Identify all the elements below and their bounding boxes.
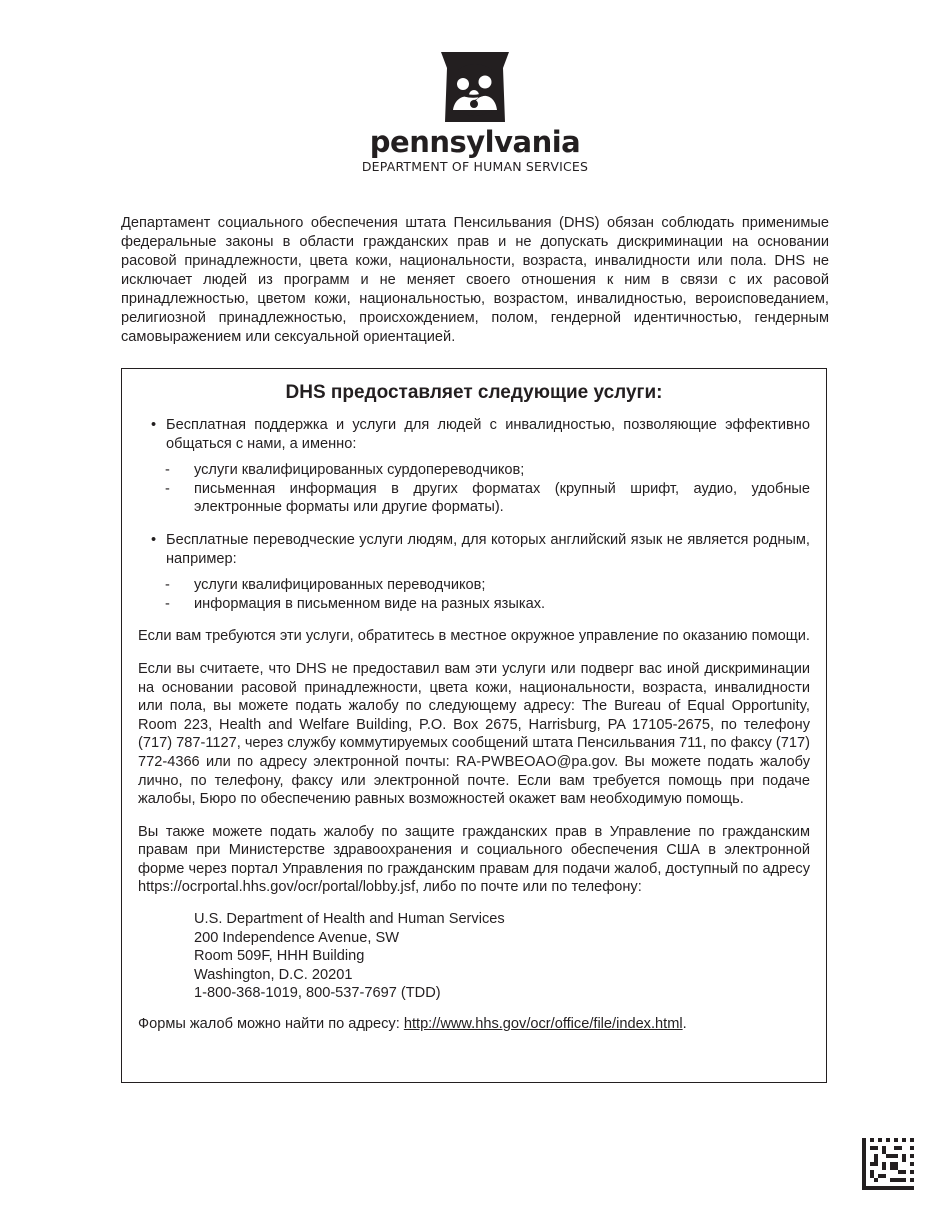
brand-name: pennsylvania	[369, 125, 581, 159]
services-title: DHS предоставляет следующие услуги:	[285, 382, 663, 403]
qr-code	[862, 1138, 914, 1190]
address-line: Washington, D.C. 20201	[194, 966, 353, 983]
address-line: 200 Independence Avenue, SW	[194, 929, 400, 946]
list-item: - информация в письменном виде на разных языках.	[165, 595, 546, 612]
services-box	[121, 368, 827, 1083]
bullet-text: Бесплатная поддержка и услуги для людей с инвалидностью, позволяющие эффективно общаться с нами, а именно:	[166, 417, 810, 452]
hhs-address	[138, 910, 810, 1003]
complaint-paragraph: Если вы считаете, что DHS не предоставил вам эти услуги или подверг вас иной дискриминации на основании расовой принадлежности, цвета кожи, национальности, возраста, инвалидности или пола, вы можете подать жалобу по следующему адресу: The Bureau of Equal Opportunity, Room 223, Health and Welfare Building, P.O. Box 2675, Harrisburg, PA 17105-2675, по телефону (717) 787-1127, через службу коммутируемых сообщений штата Пенсильвания 711, по факсу (717) 772-4366 или по адресу электронной почты: RA-PWBEOAO@pa.gov. Вы можете подать жалобу лично, по телефону, факсу или электронной почте. Если вам требуется помощь при подаче жалобы, Бюро по обеспечению равных возможностей окажет вам необходимую помощь.	[138, 660, 810, 808]
bullet-dot: •	[151, 417, 157, 433]
dash-mark: -	[165, 577, 170, 594]
forms-paragraph: Формы жалоб можно найти по адресу: http://www.hhs.gov/ocr/office/file/index.html.	[138, 1016, 687, 1033]
list-item: - услуги квалифицированных сурдопереводчиков;	[165, 462, 525, 479]
dash-mark: -	[165, 462, 170, 479]
bullet-translation	[138, 531, 810, 568]
dash-mark: -	[165, 480, 170, 497]
dash-mark: -	[165, 595, 170, 612]
list-item: - услуги квалифицированных переводчиков;	[165, 577, 486, 594]
keystone-family-icon	[439, 52, 511, 122]
department-name: DEPARTMENT OF HUMAN SERVICES	[361, 159, 589, 174]
bullet-disability	[138, 416, 810, 453]
contact-paragraph: Если вам требуются эти услуги, обратитесь в местное окружное управление по оказанию помощи.	[138, 628, 810, 645]
dhs-logo	[0, 52, 950, 174]
address-line: 1-800-368-1019, 800-537-7697 (TDD)	[194, 985, 441, 1002]
forms-link[interactable]: http://www.hhs.gov/ocr/office/file/index.html	[403, 1016, 683, 1033]
list-item: - письменная информация в других форматах (крупный шрифт, аудио, удобные электронные форматы или другие форматы).	[165, 480, 810, 516]
intro-paragraph: Департамент социального обеспечения штата Пенсильвания (DHS) обязан соблюдать применимые федеральные законы в области гражданских прав и не допускать дискриминации на основании расовой принадлежности, цвета кожи, национальности, возраста, инвалидности или пола. DHS не исключает людей из программ и не меняет своего отношения к ним в связи с их расовой принадлежностью, цветом кожи, национальностью, возрастом, инвалидностью, вероисповеданием, религиозной принадлежностью, происхождением, полом, гендерной идентичностью, гендерным самовыражением или сексуальной ориентацией.	[121, 215, 829, 345]
bullet-dot: •	[151, 531, 157, 548]
federal-paragraph: Вы также можете подать жалобу по защите гражданских прав в Управление по гражданским правам при Министерстве здравоохранения и социального обеспечения США в электронной форме через портал Управления по гражданским правам для подачи жалоб, доступный по адресу https://ocrportal.hhs.gov/ocr/portal/lobby.jsf, либо по почте или по телефону:	[138, 823, 810, 896]
address-line: U.S. Department of Health and Human Services	[194, 911, 505, 928]
address-line: Room 509F, HHH Building	[194, 948, 365, 965]
bullet-text: Бесплатные переводческие услуги людям, для которых английский язык не является родным, например:	[166, 531, 810, 567]
